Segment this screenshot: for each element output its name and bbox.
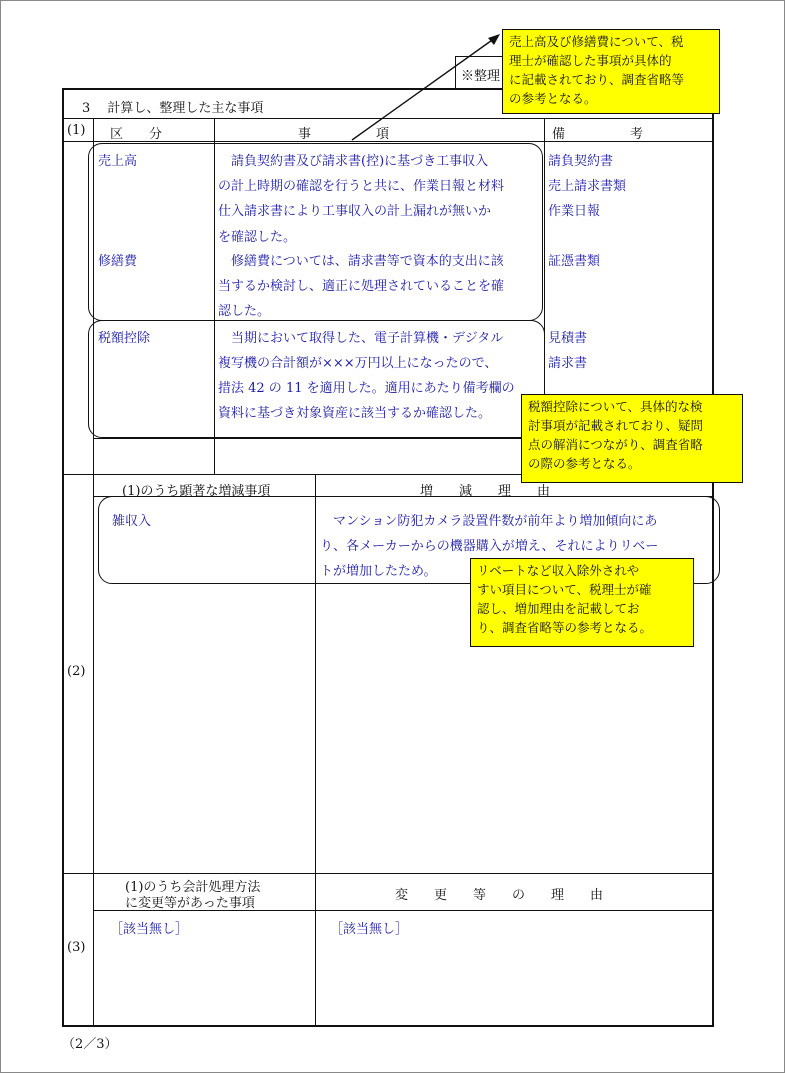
section-number: 3: [82, 101, 91, 116]
kubun-shuzen: 修繕費: [98, 254, 138, 269]
note-line: 理士が確認した事項が具体的: [509, 53, 672, 68]
note-zatsushunyu: [470, 558, 694, 647]
note-uriage-shuzen: [502, 29, 720, 114]
section-title-text: 計算し、整理した主な事項: [107, 101, 264, 116]
jikou-line: 資料に基づき対象資産に該当するか確認した。: [218, 406, 492, 421]
header-kubun: 区 分: [110, 127, 163, 142]
jikou-line: を確認した。: [218, 230, 297, 245]
kubun-zeigaku: 税額控除: [98, 331, 151, 346]
note-line: 売上高及び修繕費について、税: [509, 34, 684, 49]
part3-right-value: ［該当無し］: [330, 922, 409, 937]
jikou-line: 認した。: [218, 304, 271, 319]
reason-line: マンション防犯カメラ設置件数が前年より増加傾向にあ: [320, 514, 658, 529]
note-line: 点の解消につながり、調査省略: [528, 437, 703, 452]
page-number: （2／3）: [62, 1037, 118, 1052]
arrow-connector: [340, 30, 510, 150]
reason-line: り、各メーカーからの機器購入が増え、それによりリベー: [320, 539, 659, 554]
biko-item: 証憑書類: [548, 254, 601, 269]
biko-item: 請求書: [548, 356, 588, 371]
note-line: 認し、増加理由を記載してお: [477, 601, 640, 616]
jikou-line: 当するか検討し、適正に処理されていることを確: [218, 279, 505, 294]
kubun-uriage: 売上高: [98, 154, 138, 169]
note-line: 税額控除について、具体的な検: [528, 399, 703, 414]
note-line: 討事項が記載されており、疑問: [528, 418, 704, 433]
part3-label: (3): [67, 940, 86, 955]
note-line: リベートなど収入除外されや: [477, 563, 640, 578]
reason-line: トが増加したため。: [320, 564, 437, 579]
biko-item: 作業日報: [548, 204, 601, 219]
jikou-line: 請負契約書及び請求書(控)に基づき工事収入: [218, 154, 489, 169]
section-title: [82, 97, 263, 116]
jikou-line: 措法 42 の 11 を適用した。適用にあたり備考欄の: [218, 381, 515, 396]
jikou-line: 当期において取得した、電子計算機・デジタル: [218, 331, 504, 346]
biko-item: 見積書: [548, 331, 588, 346]
jikou-line: 仕入請求書により工事収入の計上漏れが無いか: [218, 204, 492, 219]
note-line: の参考となる。: [509, 91, 597, 106]
highlight-box-zeigaku: [88, 320, 545, 438]
header-biko: 備 考: [552, 127, 644, 142]
jikou-line: 複写機の合計額が×××万円以上になったので、: [218, 356, 498, 371]
biko-item: 請負契約書: [548, 154, 614, 169]
biko-item: 売上請求書類: [548, 179, 627, 194]
part3-header-right: 変 更 等 の 理 由: [395, 888, 604, 903]
note-line: の際の参考となる。: [528, 456, 641, 471]
jikou-line: 修繕費については、請求書等で資本的支出に該: [218, 254, 504, 269]
note-line: すい項目について、税理士が確: [477, 582, 652, 597]
header-jikou: 事 項: [298, 127, 390, 142]
part3-header-left-2: に変更等があった事項: [125, 896, 255, 911]
part1-label: (1): [67, 123, 86, 138]
jikou-line: の計上時期の確認を行うと共に、作業日報と材料: [218, 179, 505, 194]
note-line: に記載されており、調査省略等: [509, 72, 685, 87]
seiri-label: ※整理: [461, 69, 501, 84]
part2-header-left: (1)のうち顕著な増減事項: [122, 484, 271, 499]
part2-item: 雑収入: [112, 514, 152, 529]
highlight-box-uriage: [88, 143, 543, 321]
note-line: り、調査省略等の参考となる。: [477, 620, 653, 635]
part2-label: (2): [67, 664, 86, 679]
part3-left-value: ［該当無し］: [110, 922, 189, 937]
part3-header-left-1: (1)のうち会計処理方法: [125, 880, 261, 895]
part2-header-right: 増 減 理 由: [420, 484, 551, 499]
note-zeigaku: [521, 394, 743, 483]
